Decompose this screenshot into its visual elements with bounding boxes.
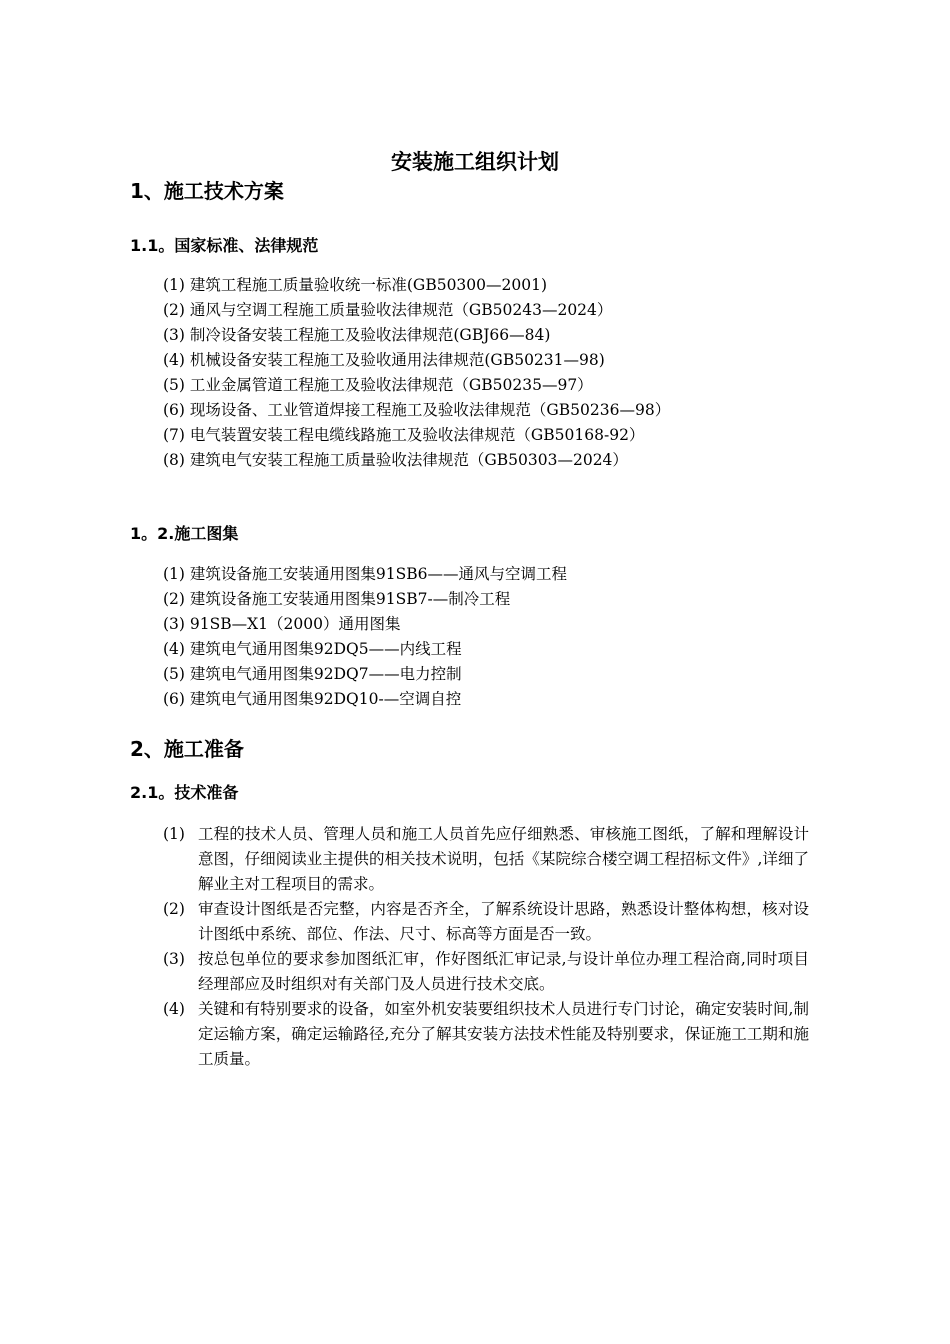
list-item xyxy=(163,997,809,1072)
item-text: 关键和有特别要求的设备，如室外机安装要组织技术人员进行专门讨论，确定安装时间,制定运输方案，确定运输路径,充分了解其安装方法技术性能及特别要求，保证施工工期和施工质量。 xyxy=(198,1000,809,1068)
list-item xyxy=(163,947,809,997)
list-item: (6) 现场设备、工业管道焊接工程施工及验收法律规范（GB50236—98） xyxy=(163,401,671,419)
subsection-heading-2-1: 2.1。技术准备 xyxy=(130,783,239,802)
list-item: (1) 建筑设备施工安装通用图集91SB6——通风与空调工程 xyxy=(163,565,567,583)
list-item: (7) 电气装置安装工程电缆线路施工及验收法律规范（GB50168-92） xyxy=(163,426,645,444)
list-item: (6) 建筑电气通用图集92DQ10-—空调自控 xyxy=(163,690,462,708)
item-text: 审查设计图纸是否完整，内容是否齐全，了解系统设计思路，熟悉设计整体构想，核对设计图纸中系统、部位、作法、尺寸、标高等方面是否一致。 xyxy=(198,900,809,943)
atlas-list xyxy=(163,562,813,712)
section-heading-1: 1、施工技术方案 xyxy=(130,179,284,203)
item-number: (3) xyxy=(163,950,185,968)
list-item: (2) 通风与空调工程施工质量验收法律规范（GB50243—2024） xyxy=(163,301,613,319)
subsection-heading-1-1: 1.1。国家标准、法律规范 xyxy=(130,236,319,255)
item-number: (4) xyxy=(163,1000,185,1018)
item-number: (2) xyxy=(163,900,185,918)
document-title: 安装施工组织计划 xyxy=(391,150,559,174)
standards-list xyxy=(163,273,813,473)
list-item: (3) 制冷设备安装工程施工及验收法律规范(GBJ66—84) xyxy=(163,326,551,344)
list-item: (8) 建筑电气安装工程施工质量验收法律规范（GB50303—2024） xyxy=(163,451,628,469)
list-item xyxy=(163,822,809,897)
preparation-list xyxy=(163,822,809,1072)
list-item: (4) 建筑电气通用图集92DQ5——内线工程 xyxy=(163,640,462,658)
list-item xyxy=(163,897,809,947)
list-item: (5) 建筑电气通用图集92DQ7——电力控制 xyxy=(163,665,462,683)
item-text: 工程的技术人员、管理人员和施工人员首先应仔细熟悉、审核施工图纸，了解和理解设计意图，仔细阅读业主提供的相关技术说明，包括《某院综合楼空调工程招标文件》,详细了解业主对工程项目的需求。 xyxy=(198,825,809,893)
item-text: 按总包单位的要求参加图纸汇审，作好图纸汇审记录,与设计单位办理工程洽商,同时项目经理部应及时组织对有关部门及人员进行技术交底。 xyxy=(198,950,809,993)
list-item: (3) 91SB—X1（2000）通用图集 xyxy=(163,615,401,633)
item-number: (1) xyxy=(163,825,185,843)
list-item: (2) 建筑设备施工安装通用图集91SB7-—制冷工程 xyxy=(163,590,511,608)
section-heading-2: 2、施工准备 xyxy=(130,737,244,761)
subsection-heading-1-2: 1。2.施工图集 xyxy=(130,524,239,543)
list-item: (4) 机械设备安装工程施工及验收通用法律规范(GB50231—98) xyxy=(163,351,605,369)
list-item: (1) 建筑工程施工质量验收统一标准(GB50300—2001) xyxy=(163,276,548,294)
list-item: (5) 工业金属管道工程施工及验收法律规范（GB50235—97） xyxy=(163,376,593,394)
